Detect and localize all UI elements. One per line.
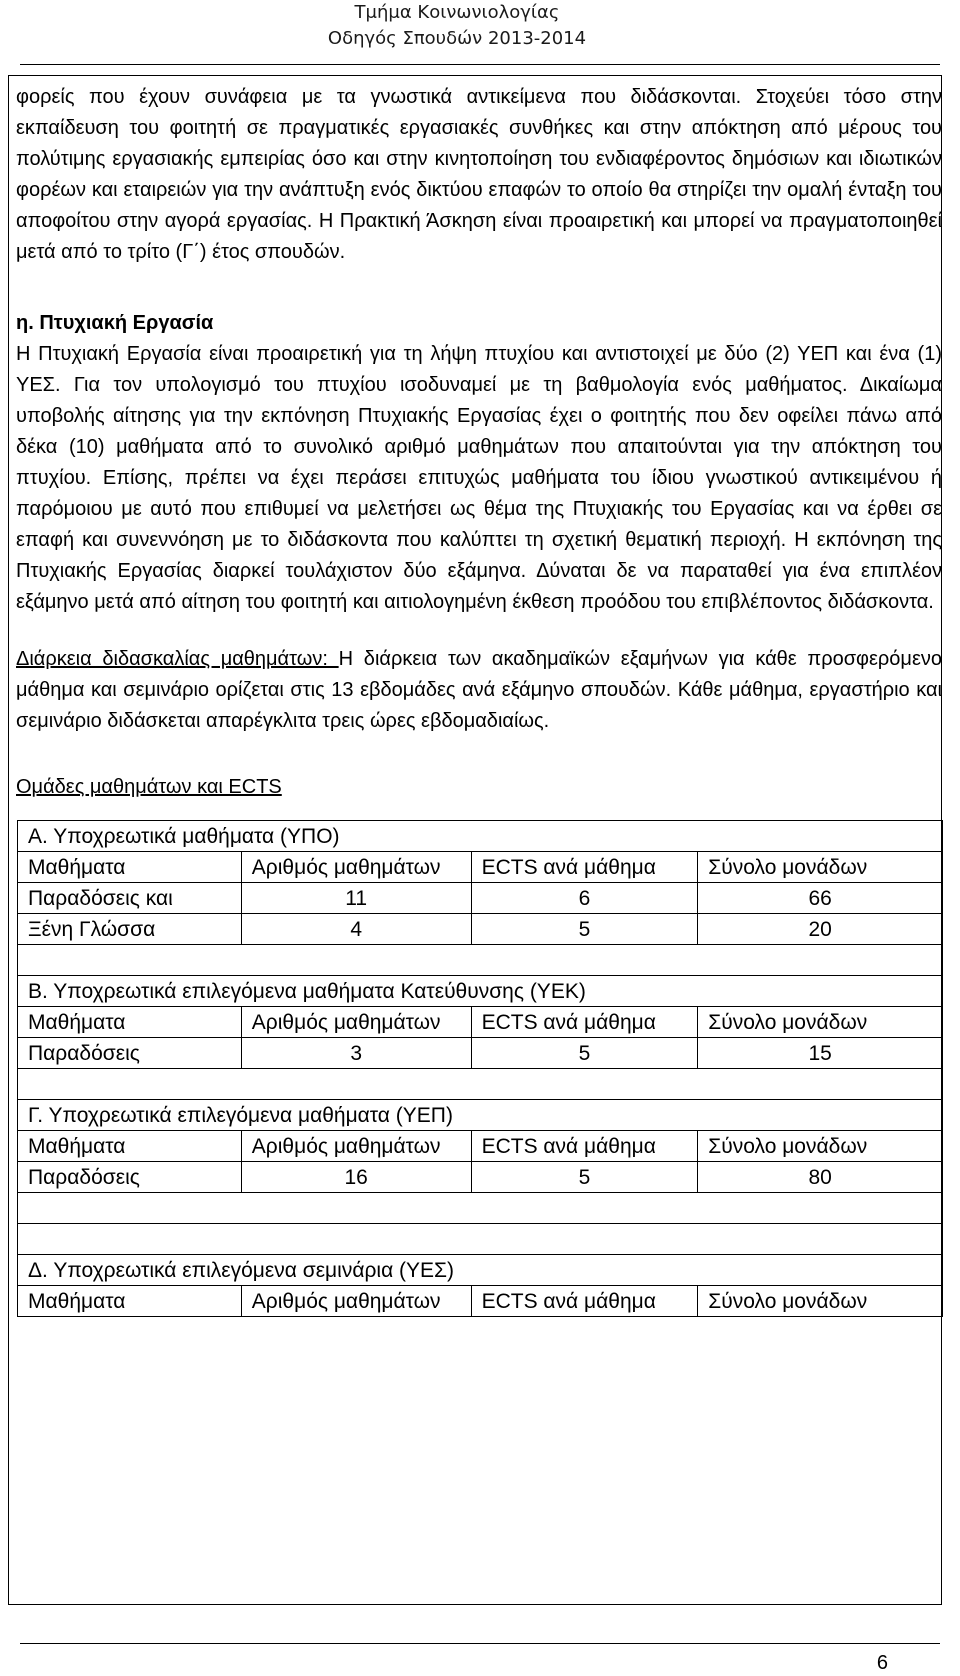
duration-paragraph bbox=[16, 644, 942, 737]
cell-course: Ξένη Γλώσσα bbox=[18, 914, 242, 945]
section-title: Β. Υποχρεωτικά επιλεγόμενα μαθήματα Κατεύθυνσης (ΥΕΚ) bbox=[18, 976, 943, 1007]
col-header-total: Σύνολο μονάδων bbox=[698, 1131, 943, 1162]
thesis-paragraph: Η Πτυχιακή Εργασία είναι προαιρετική για τη λήψη πτυχίου και αντιστοιχεί με δύο (2) ΥΕΠ και ένα (1) ΥΕΣ. Για τον υπολογισμό του πτυχίου ισοδυναμεί με τη βαθμολογία ενός μαθήματος. Δικαίωμα υποβολής αίτησης για την εκπόνηση Πτυχιακής Εργασίας έχει ο φοιτητής που δεν οφείλει πάνω από δέκα (10) μαθήματα από το συνολικό αριθμό μαθημάτων που απαιτούνται για την απόκτηση του πτυχίου. Επίσης, πρέπει να έχει περάσει επιτυχώς μαθήματα του ίδιου γνωστικού αντικειμένου ή παρόμοιου με αυτό που επιθυμεί να μελετήσει ως θέμα της Πτυχιακής του Εργασίας και να έρθει σε επαφή και συνεννόηση με το διδάσκοντα που καλύπτει τη σχετική θεματική περιοχή. Η εκπόνηση της Πτυχιακής Εργασίας διαρκεί τουλάχιστον δύο εξάμηνα. Δύναται δε να παραταθεί για ένα επιπλέον εξάμηνο μετά από αίτηση του φοιτητή και αιτιολογημένη έκθεση προόδου του επιβλέποντος διδάσκοντα. bbox=[16, 343, 942, 613]
header-divider bbox=[20, 64, 940, 65]
duration-label: Διάρκεια διδασκαλίας μαθημάτων: bbox=[16, 648, 339, 670]
table-row bbox=[18, 1162, 943, 1193]
section-title: Γ. Υποχρεωτικά επιλεγόμενα μαθήματα (ΥΕΠ) bbox=[18, 1100, 943, 1131]
section-title: Α. Υποχρεωτικά μαθήματα (ΥΠΟ) bbox=[18, 821, 943, 852]
cell-count: 3 bbox=[241, 1038, 471, 1069]
table-section-title-row bbox=[18, 1100, 943, 1131]
table-empty-row bbox=[18, 945, 943, 976]
cell-ects: 5 bbox=[471, 1162, 698, 1193]
col-header-ects: ECTS ανά μάθημα bbox=[471, 1131, 698, 1162]
col-header-total: Σύνολο μονάδων bbox=[698, 1007, 943, 1038]
col-header-ects: ECTS ανά μάθημα bbox=[471, 1286, 698, 1317]
course-groups-title: Ομάδες μαθημάτων και ECTS bbox=[16, 776, 282, 798]
footer-divider bbox=[20, 1643, 940, 1644]
table-row bbox=[18, 914, 943, 945]
table-empty-row bbox=[18, 1224, 943, 1255]
table-header-row bbox=[18, 852, 943, 883]
cell-count: 4 bbox=[241, 914, 471, 945]
table-header-row bbox=[18, 1131, 943, 1162]
header-guide-title: Οδηγός Σπουδών 2013-2014 bbox=[327, 28, 587, 49]
cell-total: 15 bbox=[698, 1038, 943, 1069]
cell-total: 66 bbox=[698, 883, 943, 914]
cell-ects: 5 bbox=[471, 1038, 698, 1069]
table-section-title-row bbox=[18, 1255, 943, 1286]
thesis-heading: η. Πτυχιακή Εργασία bbox=[16, 312, 214, 334]
cell-course: Παραδόσεις bbox=[18, 1038, 242, 1069]
col-header-count: Αριθμός μαθημάτων bbox=[241, 1007, 471, 1038]
col-header-total: Σύνολο μονάδων bbox=[698, 1286, 943, 1317]
col-header-count: Αριθμός μαθημάτων bbox=[241, 852, 471, 883]
col-header-total: Σύνολο μονάδων bbox=[698, 852, 943, 883]
document-body bbox=[16, 82, 942, 801]
table-empty-row bbox=[18, 1069, 943, 1100]
cell-count: 11 bbox=[241, 883, 471, 914]
cell-count: 16 bbox=[241, 1162, 471, 1193]
col-header-ects: ECTS ανά μάθημα bbox=[471, 1007, 698, 1038]
col-header-courses: Μαθήματα bbox=[18, 1007, 242, 1038]
ects-table bbox=[17, 820, 943, 1317]
cell-total: 20 bbox=[698, 914, 943, 945]
col-header-ects: ECTS ανά μάθημα bbox=[471, 852, 698, 883]
table-section-title-row bbox=[18, 976, 943, 1007]
table-empty-row bbox=[18, 1193, 943, 1224]
col-header-courses: Μαθήματα bbox=[18, 1286, 242, 1317]
cell-total: 80 bbox=[698, 1162, 943, 1193]
page-number: 6 bbox=[876, 1652, 888, 1674]
table-row bbox=[18, 883, 943, 914]
duration-text: Η διάρκεια των ακαδημαϊκών εξαμήνων για κάθε προσφερόμενο μάθημα και σεμινάριο ορίζεται στις 13 εβδομάδες ανά εξάμηνο σπουδών. Κάθε μάθημα, εργαστήριο και σεμινάριο διδάσκεται απαρέγκλιτα τρεις ώρες εβδομαδιαίως. bbox=[16, 648, 942, 732]
header-department: Τμήμα Κοινωνιολογίας bbox=[354, 2, 560, 23]
table-row bbox=[18, 1038, 943, 1069]
internship-paragraph: φορείς που έχουν συνάφεια με τα γνωστικά αντικείμενα που διδάσκονται. Στοχεύει τόσο στην εκπαίδευση του φοιτητή σε πραγματικές εργασιακές συνθήκες και στην απόκτηση από μέρους του πολύτιμης εργασιακής εμπειρίας όσο και στην κινητοποίηση του ενδιαφέροντος δημόσιων και ιδιωτικών φορέων και εταιρειών για την ανάπτυξη ενός δικτύου επαφών το οποίο θα στηρίζει την ομαλή ένταξη του αποφοίτου στην αγορά εργασίας. Η Πρακτική Άσκηση είναι προαιρετική και μπορεί να πραγματοποιηθεί μετά από το τρίτο (Γ΄) έτος σπουδών. bbox=[16, 86, 942, 263]
cell-ects: 5 bbox=[471, 914, 698, 945]
col-header-courses: Μαθήματα bbox=[18, 1131, 242, 1162]
col-header-count: Αριθμός μαθημάτων bbox=[241, 1286, 471, 1317]
table-header-row bbox=[18, 1286, 943, 1317]
col-header-count: Αριθμός μαθημάτων bbox=[241, 1131, 471, 1162]
cell-course: Παραδόσεις bbox=[18, 1162, 242, 1193]
table-header-row bbox=[18, 1007, 943, 1038]
table-section-title-row bbox=[18, 821, 943, 852]
col-header-courses: Μαθήματα bbox=[18, 852, 242, 883]
section-title: Δ. Υποχρεωτικά επιλεγόμενα σεμινάρια (ΥΕΣ) bbox=[18, 1255, 943, 1286]
cell-ects: 6 bbox=[471, 883, 698, 914]
cell-course: Παραδόσεις και bbox=[18, 883, 242, 914]
page-header bbox=[327, 0, 587, 52]
